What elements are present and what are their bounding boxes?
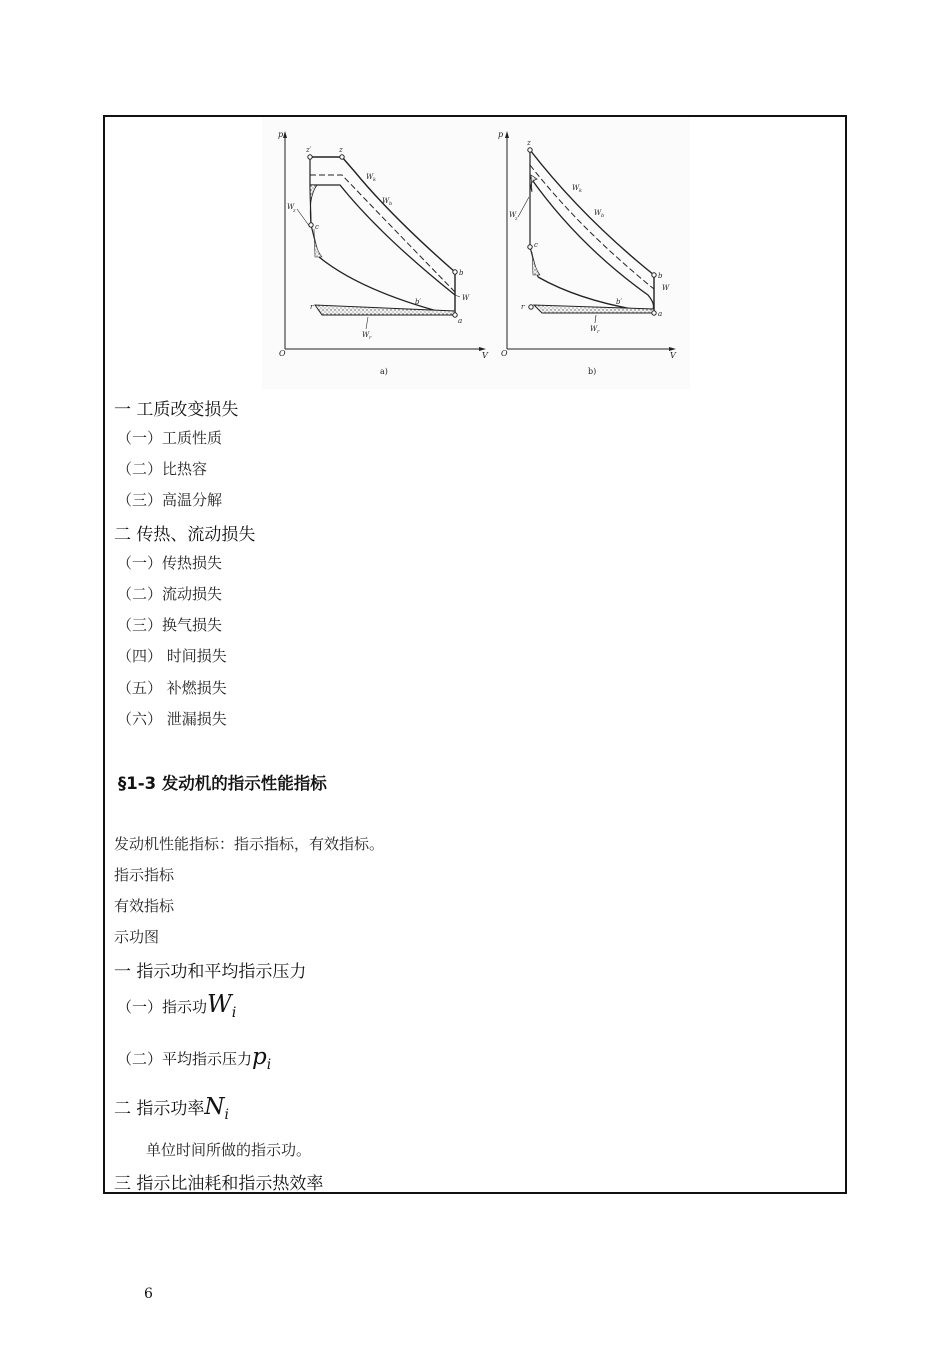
subitem-quality-3: （三）高温分解 [117,491,223,509]
axis-v-b: V [670,351,676,360]
label-a-wr-sub: r [369,335,372,341]
para-indicated: 指示指标 [114,866,175,884]
para-power-desc: 单位时间所做的指示功。 [146,1141,312,1159]
label-b-wk-sub: k [579,188,583,194]
subitem-heat-1: （一）传热损失 [117,554,223,572]
origin-a: O [279,349,286,358]
indicated-work-symbol [207,990,237,1022]
heading-quality-loss: 一 工质改变损失 [114,400,239,420]
label-b-wk: W [572,184,580,192]
label-b-b: b [658,272,663,280]
para-effective: 有效指标 [114,897,175,915]
label-b-wb-sub: b [601,213,605,219]
section-title: §1-3 发动机的指示性能指标 [118,774,327,793]
heading-heat-flow: 二 传热、流动损失 [114,525,256,545]
symbol-n-sub: i [224,1106,229,1123]
label-a-wk: W [366,173,374,181]
mean-pressure-symbol [252,1044,272,1073]
label-a-a: a [458,317,463,325]
label-a-z: z [339,146,343,154]
label-a-wk-sub: k [373,177,377,183]
symbol-w-sub: i [231,1005,237,1022]
subitem-heat-4: （四） 时间损失 [117,647,227,665]
indicated-work-label: （一）指示功 [117,998,208,1016]
label-a-c: c [315,223,319,231]
label-a-wz-sub: z [293,208,296,214]
label-b-c: c [534,241,538,249]
heading-work-pressure: 一 指示功和平均指示压力 [114,962,307,982]
label-a-wz: W [287,203,295,211]
axis-p-b: p [498,130,504,139]
para-diagram: 示功图 [114,928,160,946]
origin-b: O [501,349,508,358]
label-a-w: W [462,294,470,302]
symbol-p: p [252,1044,267,1070]
heading-indicated-power [114,1094,229,1123]
subitem-quality-1: （一）工质性质 [117,429,223,447]
indicated-power-label: 二 指示功率 [114,1099,205,1119]
symbol-w: W [207,990,232,1018]
heading-fuel-efficiency: 三 指示比油耗和指示热效率 [114,1174,324,1194]
label-a-wr: W [362,331,370,339]
caption-a: a) [380,367,388,376]
pv-diagram-svg [262,117,690,389]
pv-diagram-figure [262,117,690,389]
indicated-power-symbol [204,1094,229,1123]
mean-pressure-label: （二）平均指示压力 [117,1050,253,1068]
subitem-quality-2: （二）比热容 [117,460,208,478]
label-b-w: W [662,284,670,292]
axis-p-a: p [278,130,284,139]
label-a-b: b [459,269,464,277]
label-b-wz-sub: z [515,216,518,222]
label-b-bprime: b′ [616,298,623,306]
axis-v-a: V [482,351,488,360]
label-a-r: r [310,303,314,311]
symbol-p-sub: i [266,1056,272,1073]
label-b-wr: W [590,325,598,333]
subitem-heat-3: （三）换气损失 [117,616,223,634]
label-a-wb-sub: b [389,201,393,207]
symbol-n: N [204,1094,225,1120]
label-a-wb: W [382,197,390,205]
label-b-wb: W [594,209,602,217]
subitem-mean-pressure [117,1044,271,1073]
label-b-wz: W [509,211,517,219]
label-b-wr-sub: r [597,329,600,335]
subitem-heat-2: （二）流动损失 [117,585,223,603]
para-indicators: 发动机性能指标：指示指标，有效指标。 [114,835,385,853]
label-b-a: a [658,310,663,318]
caption-b: b) [588,367,597,376]
label-b-z: z [527,139,531,147]
label-a-zprime: z′ [306,146,312,154]
page-number: 6 [144,1286,153,1302]
subitem-heat-6: （六） 泄漏损失 [117,710,227,728]
label-b-r: r [521,303,525,311]
label-a-bprime: b′ [415,298,422,306]
subitem-indicated-work [117,990,236,1021]
subitem-heat-5: （五） 补燃损失 [117,679,227,697]
